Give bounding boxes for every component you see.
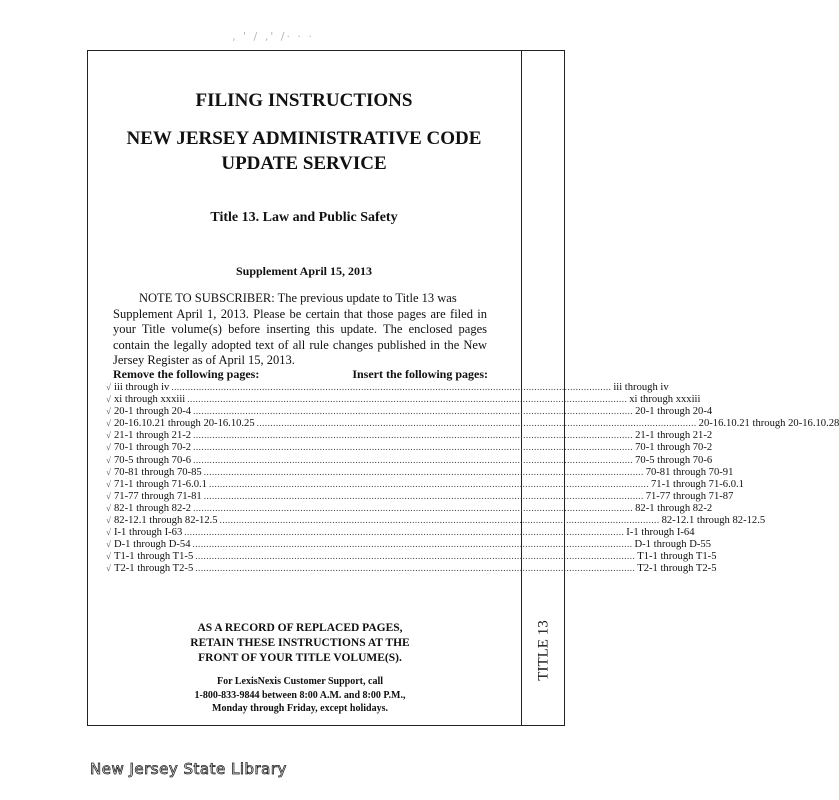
insert-pages: 71-77 through 71-87	[645, 490, 734, 502]
remove-pages: 70-81 through 70-85	[114, 466, 202, 478]
record-notice-line: RETAIN THESE INSTRUCTIONS AT THE	[190, 637, 410, 649]
dot-leader: ................................................................................................................................................................	[193, 442, 634, 453]
record-notice-line: AS A RECORD OF REPLACED PAGES,	[197, 622, 403, 634]
insert-pages: iii through iv	[613, 382, 669, 393]
customer-support	[150, 675, 450, 716]
dot-leader: ................................................................................................................................................................	[193, 406, 634, 417]
page-list-row	[106, 466, 734, 478]
handwritten-mark: ‚ ' / ‚' /· · ·	[232, 30, 314, 43]
dot-leader: ................................................................................................................................................................	[171, 382, 612, 392]
remove-pages: 71-77 through 71-81	[114, 490, 202, 502]
dot-leader: ................................................................................................................................................................	[193, 430, 634, 441]
checkmark-icon: √	[106, 527, 111, 538]
insert-pages: 82-1 through 82-2	[635, 502, 713, 514]
support-line: For LexisNexis Customer Support, call	[216, 676, 383, 687]
remove-pages: D-1 through D-54	[114, 539, 191, 551]
remove-pages: 20-1 through 20-4	[114, 406, 192, 418]
dot-leader: ................................................................................................................................................................	[195, 563, 636, 574]
dot-leader: ................................................................................................................................................................	[203, 490, 644, 501]
record-notice-line: FRONT OF YOUR TITLE VOLUME(S).	[198, 652, 402, 664]
record-notice	[150, 621, 450, 666]
insert-pages: 70-81 through 70-91	[645, 466, 734, 478]
checkmark-icon: √	[106, 490, 111, 501]
side-tab-label: TITLE 13	[535, 619, 552, 681]
checkmark-icon: √	[106, 418, 111, 429]
page-list-row	[106, 429, 713, 442]
checkmark-icon: √	[106, 454, 111, 465]
remove-pages: 70-1 through 70-2	[114, 442, 192, 454]
note-body: Supplement April 1, 2013. Please be certain that those pages are filed in your Title volume(s) before inserting this update. The enclosed pages contain the legally adopted text of all rule changes published in the New Jersey Register as of April 15, 2013.	[113, 306, 487, 367]
insert-pages: 20-16.10.21 through 20-16.10.28	[698, 418, 839, 430]
insert-pages: 70-5 through 70-6	[635, 454, 713, 466]
remove-pages: 82-12.1 through 82-12.5	[114, 515, 218, 527]
checkmark-icon: √	[106, 478, 111, 489]
dot-leader: ................................................................................................................................................................	[219, 515, 660, 526]
checkmark-icon: √	[106, 442, 111, 453]
insert-pages: xi through xxxiii	[629, 394, 701, 406]
remove-pages: T2-1 through T2-5	[114, 563, 194, 575]
insert-header: Insert the following pages:	[352, 367, 488, 381]
insert-pages: 71-1 through 71-6.0.1	[650, 478, 744, 490]
insert-pages: 20-1 through 20-4	[635, 406, 713, 418]
checkmark-icon: √	[106, 430, 111, 441]
dot-leader: ................................................................................................................................................................	[195, 551, 636, 562]
page-list-row	[106, 502, 713, 514]
page-list-row	[106, 393, 701, 406]
insert-pages: 21-1 through 21-2	[635, 430, 713, 442]
page-list-row	[106, 538, 711, 551]
insert-pages: 82-12.1 through 82-12.5	[661, 515, 766, 527]
dot-leader: ................................................................................................................................................................	[184, 527, 625, 538]
insert-pages: D-1 through D-55	[634, 539, 711, 551]
checkmark-icon: √	[106, 382, 111, 392]
checkmark-icon: √	[106, 406, 111, 417]
note-line-1: NOTE TO SUBSCRIBER: The previous update to Title 13 was	[139, 291, 457, 305]
remove-pages: 70-5 through 70-6	[114, 454, 192, 466]
remove-pages: 20-16.10.21 through 20-16.10.25	[114, 418, 255, 430]
library-stamp: New Jersey State Library	[90, 760, 287, 778]
page-list-row	[106, 550, 717, 563]
dot-leader: ................................................................................................................................................................	[193, 454, 634, 465]
checkmark-icon: √	[106, 502, 111, 513]
page-list	[106, 381, 839, 575]
remove-pages: T1-1 through T1-5	[114, 551, 194, 563]
page-list-row	[106, 381, 669, 393]
title-line: Title 13. Law and Public Safety	[210, 210, 398, 225]
page-list-row	[106, 562, 717, 575]
remove-pages: xi through xxxiii	[114, 394, 186, 406]
dot-leader: ................................................................................................................................................................	[192, 539, 633, 550]
remove-pages: iii through iv	[114, 382, 170, 393]
support-line: Monday through Friday, except holidays.	[212, 703, 388, 714]
page-list-row	[106, 478, 744, 490]
page-list-row	[106, 526, 695, 539]
page-list-row	[106, 514, 766, 527]
remove-pages: 71-1 through 71-6.0.1	[114, 478, 207, 490]
page-subheading	[89, 126, 519, 176]
supplement-date: Supplement April 15, 2013	[235, 264, 373, 278]
side-tab	[523, 595, 565, 705]
page-list-row	[106, 454, 713, 466]
page-list-row	[106, 441, 713, 454]
dot-leader: ................................................................................................................................................................	[187, 394, 628, 405]
insert-pages: 70-1 through 70-2	[635, 442, 713, 454]
insert-pages: T2-1 through T2-5	[637, 563, 717, 575]
remove-pages: 21-1 through 21-2	[114, 430, 192, 442]
checkmark-icon: √	[106, 394, 111, 405]
remove-pages: I-1 through I-63	[114, 527, 183, 539]
dot-leader: ................................................................................................................................................................	[208, 478, 649, 489]
remove-header: Remove the following pages:	[113, 367, 260, 381]
dot-leader: ................................................................................................................................................................	[193, 502, 634, 513]
remove-pages: 82-1 through 82-2	[114, 502, 192, 514]
checkmark-icon: √	[106, 539, 111, 550]
support-line: 1-800-833-9844 between 8:00 A.M. and 8:00 P.M.,	[194, 689, 406, 701]
checkmark-icon: √	[106, 466, 111, 477]
insert-pages: I-1 through I-64	[626, 527, 695, 539]
subscriber-note	[113, 291, 487, 369]
page-list-row	[106, 490, 734, 502]
dot-leader: ................................................................................................................................................................	[203, 466, 644, 477]
page-list-row	[106, 417, 839, 430]
page-list-row	[106, 405, 713, 418]
insert-pages: T1-1 through T1-5	[637, 551, 717, 563]
checkmark-icon: √	[106, 515, 111, 526]
page-heading: FILING INSTRUCTIONS	[195, 90, 413, 111]
checkmark-icon: √	[106, 563, 111, 574]
subheading-line-1: NEW JERSEY ADMINISTRATIVE CODE	[126, 128, 482, 149]
dot-leader: ................................................................................................................................................................	[256, 418, 697, 429]
subheading-line-2: UPDATE SERVICE	[221, 153, 387, 174]
checkmark-icon: √	[106, 551, 111, 562]
